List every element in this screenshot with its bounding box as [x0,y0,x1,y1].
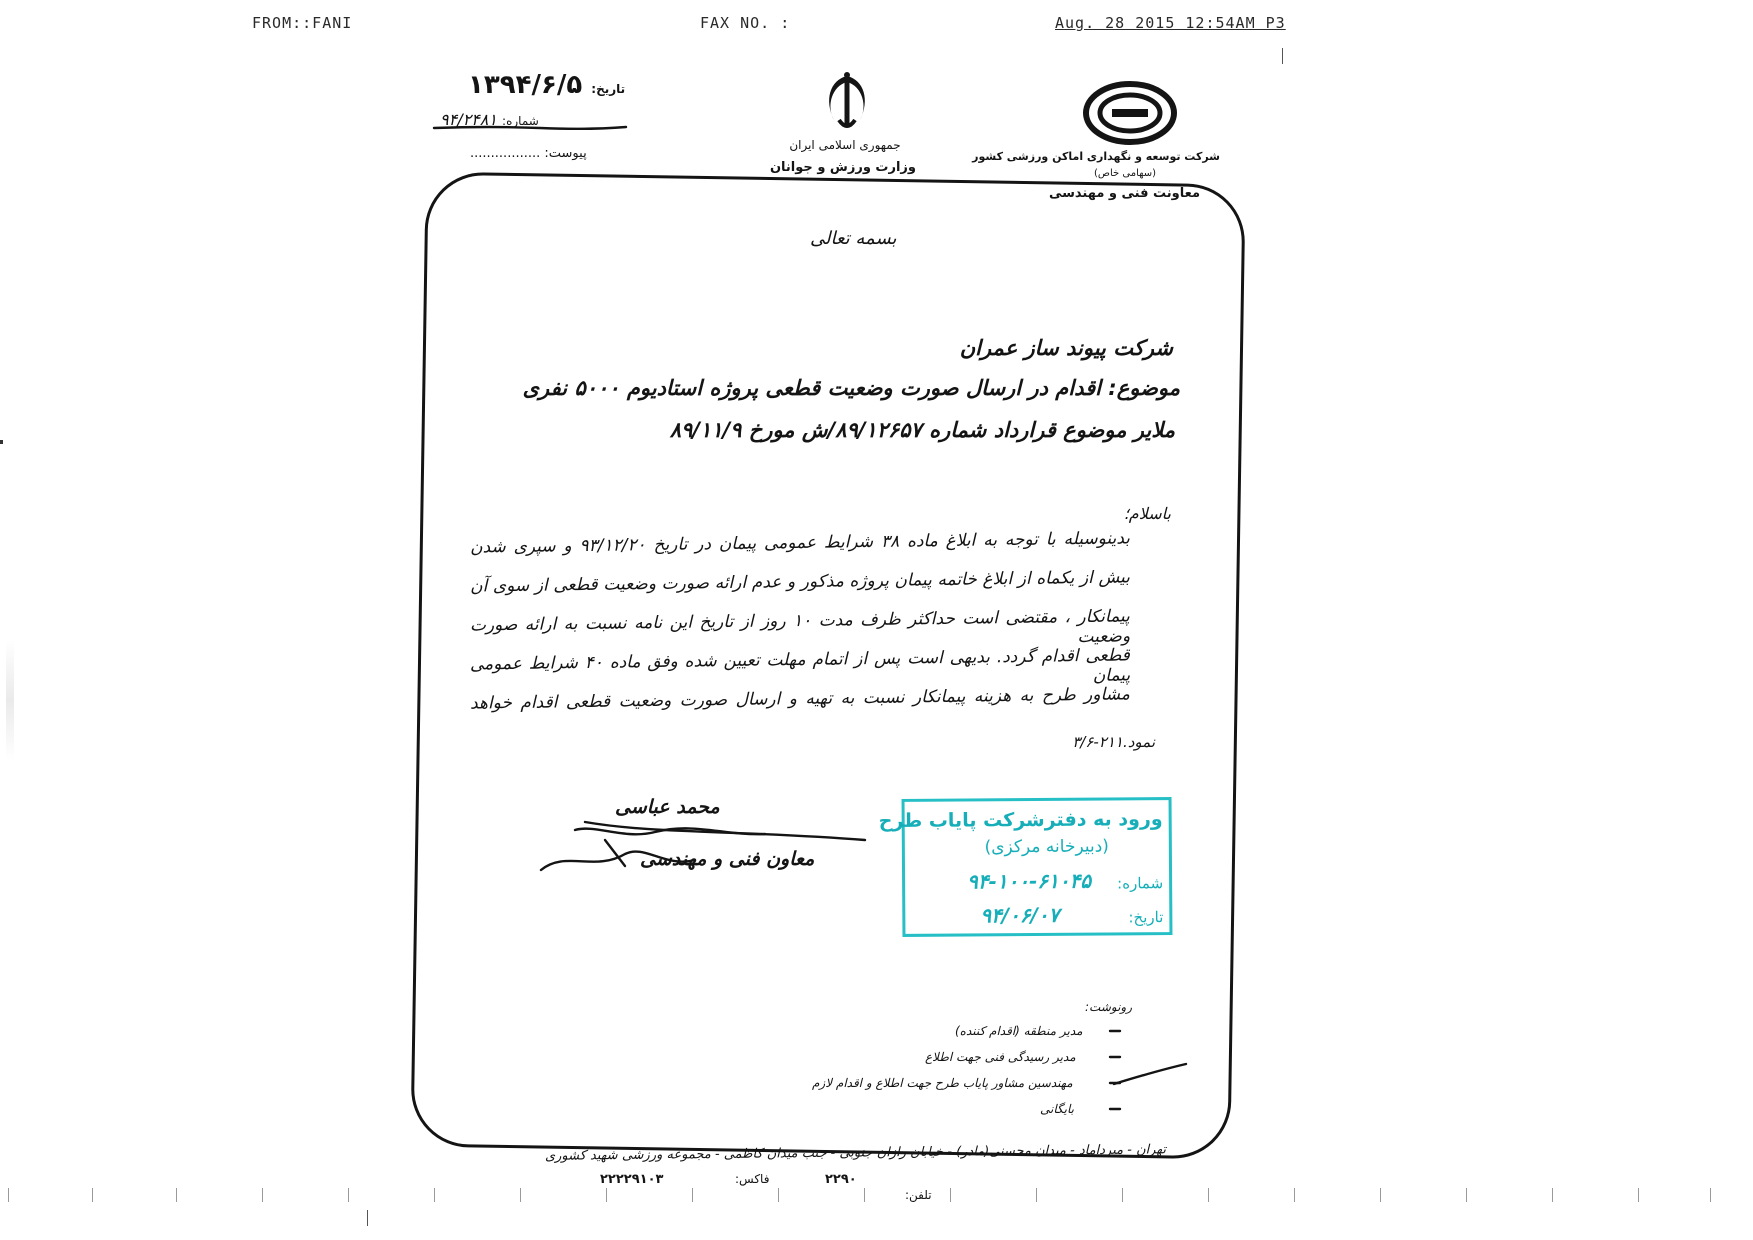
body-line: قطعی اقدام گردد. بدیهی است پس از اتمام مهلت تعیین شده وفق ماده ۴۰ شرایط عمومی پیمان [469,645,1131,686]
iran-emblem-icon [812,70,882,136]
company-line1: شرکت توسعه و نگهداری اماکن ورزشی کشور [972,150,1220,163]
body-line: نمود.۲۱۱-۳/۶ [1072,733,1155,751]
body-line: بیش از یکماه از ابلاغ خاتمه پیمان پروژه مذکور و عدم ارائه صورت وضعیت قطعی از سوی آن [469,567,1131,597]
footer-fax-label: فاکس: [735,1172,770,1186]
date-label: تاریخ: [591,82,626,96]
date-value: ۱۳۹۴/۶/۵ [468,70,583,100]
cc-item: مدیر رسیدگی فنی جهت اطلاع [925,1050,1076,1064]
signer-title: معاون فنی و مهندسی [640,848,815,870]
scan-mark [367,1210,368,1226]
fax-datetime: Aug. 28 2015 12:54AM P3 [1055,14,1286,32]
greeting: باسلام؛ [1123,504,1171,523]
stamp-subtitle: (دبیرخانه مرکزی) [984,836,1109,858]
stamp-number-value: ۹۴-۱۰۰-۶۱۰۴۵ [966,868,1092,894]
scan-smudge [6,640,14,760]
number-value: ۹۴/۲۴۸۱ [440,110,497,129]
cc-mark [1110,1060,1190,1090]
cc-item: بایگانی [1040,1102,1074,1116]
addressee: شرکت پیوند ساز عمران [959,336,1173,360]
cc-item: مدیر منطقه (اقدام کننده) [955,1024,1083,1038]
attachment-label: پیوست: [544,146,587,161]
number-underline [430,120,630,134]
body-line: مشاور طرح به هزینه پیمانکار نسبت به تهیه و ارسال صورت وضعیت قطعی اقدام خواهد [469,684,1131,714]
handwritten-signature [535,810,875,880]
gov-line2: وزارت ورزش و جوانان [769,160,916,175]
basmala: بسمه تعالی [810,228,897,249]
footer-fax-value: ۲۲۹۰ [825,1172,857,1187]
cc-title: رونوشت: [1085,1000,1133,1014]
company-line2: (سهامی خاص) [1093,168,1157,179]
gov-line1: جمهوری اسلامی ایران [789,138,901,152]
company-line3: معاونت فنی و مهندسی [1048,186,1200,201]
stamp-date-label: تاریخ: [1128,908,1164,927]
cc-item: مهندسین مشاور پایاب طرح جهت اطلاع و اقدام لازم [812,1076,1073,1090]
footer-tel-label: تلفن: [905,1188,932,1202]
subject-line-2: ملایر موضوع قرارداد شماره ۸۹/۱۲۶۵۷/ش مورخ ۸۹/۱۱/۹ [669,418,1175,442]
body-line: بدینوسیله با توجه به ابلاغ ماده ۳۸ شرایط عمومی پیمان در تاریخ ۹۳/۱۲/۲۰ و سپری شدن [469,528,1131,558]
footer-address: تهران - میرداماد - میدان محسنی(مادر) - خیابان رازان جنوبی - جنب میدان کاظمی - مجموعه ورزشی شهید کشوری [544,1142,1167,1164]
letter-date [468,70,625,100]
stamp-date-value: ۹۴/۰۶/۰۷ [980,902,1060,928]
signer-name: محمد عباسی [615,796,720,818]
number-label: شماره: [502,114,539,128]
scan-mark [0,440,3,444]
scan-mark [1282,48,1283,64]
body-line: پیمانکار ، مقتضی است حداکثر ظرف مدت ۱۰ روز از تاریخ این نامه نسبت به ارائه صورت وضعیت [469,606,1131,648]
stamp-number-label: شماره: [1117,874,1164,893]
letter-attachment: پیوست: ................. [470,146,587,161]
registration-stamp [878,797,1173,937]
fax-number-label: FAX NO. : [700,14,791,32]
footer-phone: ۲۲۲۲۹۱۰۳ [600,1172,664,1187]
company-logo-icon [1082,80,1178,146]
subject-line-1: موضوع: اقدام در ارسال صورت وضعیت قطعی پروژه استادیوم ۵۰۰۰ نفری [522,376,1180,400]
stamp-title: ورود به دفترشرکت پایاب طرح [878,808,1163,833]
fax-from: FROM::FANI [252,14,353,32]
